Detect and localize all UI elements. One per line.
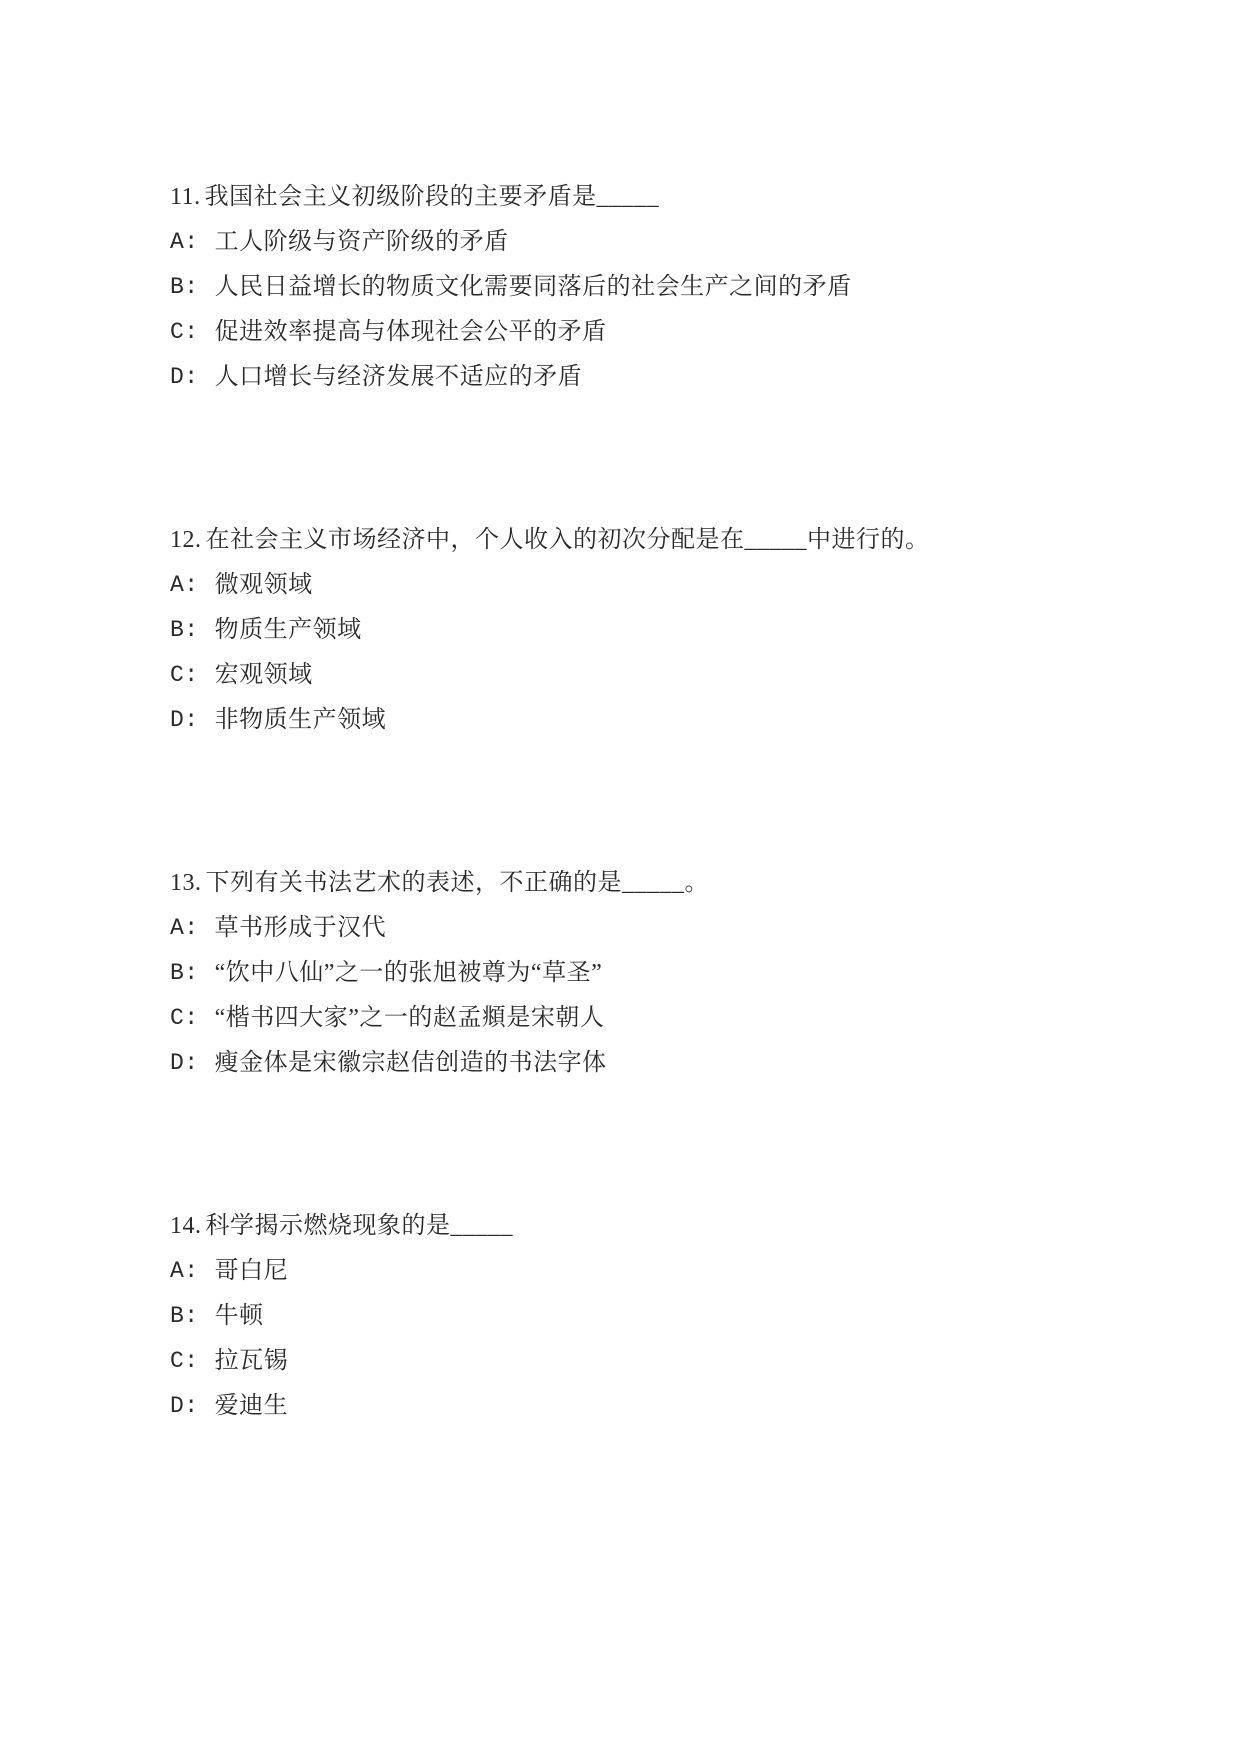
option-row: [170, 317, 1130, 348]
option-text: 工人阶级与资产阶级的矛盾: [214, 229, 509, 255]
option-row: [170, 272, 1130, 303]
question-11: [170, 182, 1130, 393]
option-text: 草书形成于汉代: [214, 915, 387, 941]
option-row: [170, 1391, 1130, 1422]
option-row: [170, 660, 1130, 691]
option-text: 牛顿: [214, 1303, 264, 1329]
option-text: 人口增长与经济发展不适应的矛盾: [214, 364, 583, 390]
option-row: [170, 1003, 1130, 1034]
option-label: A:: [170, 1258, 199, 1284]
option-label: C:: [170, 1005, 199, 1031]
question-number: 12.: [170, 527, 202, 553]
option-label: D:: [170, 364, 199, 390]
option-row: [170, 227, 1130, 258]
option-row: [170, 615, 1130, 646]
option-text: 哥白尼: [214, 1258, 289, 1284]
question-number: 13.: [170, 870, 202, 896]
option-text: 物质生产领域: [214, 617, 362, 643]
option-text: “饮中八仙”之一的张旭被尊为“草圣”: [214, 960, 603, 986]
option-row: [170, 1256, 1130, 1287]
option-row: [170, 362, 1130, 393]
option-label: C:: [170, 662, 199, 688]
question-stem: [170, 182, 1130, 213]
question-number: 11.: [170, 184, 201, 210]
question-13: [170, 868, 1130, 1079]
question-14: [170, 1211, 1130, 1422]
option-label: B:: [170, 617, 199, 643]
option-text: 人民日益增长的物质文化需要同落后的社会生产之间的矛盾: [214, 274, 852, 300]
option-text: 非物质生产领域: [214, 707, 387, 733]
option-row: [170, 1048, 1130, 1079]
option-text: 瘦金体是宋徽宗赵佶创造的书法字体: [214, 1050, 607, 1076]
option-label: C:: [170, 1348, 199, 1374]
question-12: [170, 525, 1130, 736]
option-label: B:: [170, 960, 199, 986]
option-label: A:: [170, 572, 199, 598]
option-row: [170, 1346, 1130, 1377]
option-label: B:: [170, 1303, 199, 1329]
question-stem-text: 下列有关书法艺术的表述，不正确的是_____。: [205, 870, 709, 896]
question-stem: [170, 1211, 1130, 1242]
question-stem-text: 科学揭示燃烧现象的是_____: [205, 1213, 513, 1239]
option-row: [170, 705, 1130, 736]
question-stem: [170, 868, 1130, 899]
question-stem-text: 在社会主义市场经济中，个人收入的初次分配是在_____中进行的。: [205, 527, 930, 553]
option-row: [170, 958, 1130, 989]
option-label: D:: [170, 1050, 199, 1076]
option-text: 促进效率提高与体现社会公平的矛盾: [214, 319, 607, 345]
option-label: D:: [170, 707, 199, 733]
option-label: A:: [170, 915, 199, 941]
option-text: “楷书四大家”之一的赵孟頫是宋朝人: [214, 1005, 605, 1031]
option-label: D:: [170, 1393, 199, 1419]
option-row: [170, 570, 1130, 601]
option-row: [170, 913, 1130, 944]
option-label: A:: [170, 229, 199, 255]
option-text: 微观领域: [214, 572, 313, 598]
question-stem-text: 我国社会主义初级阶段的主要矛盾是_____: [204, 184, 660, 210]
question-number: 14.: [170, 1213, 202, 1239]
option-row: [170, 1301, 1130, 1332]
question-stem: [170, 525, 1130, 556]
option-text: 拉瓦锡: [214, 1348, 289, 1374]
option-label: B:: [170, 274, 199, 300]
option-text: 宏观领域: [214, 662, 313, 688]
option-text: 爱迪生: [214, 1393, 289, 1419]
option-label: C:: [170, 319, 199, 345]
